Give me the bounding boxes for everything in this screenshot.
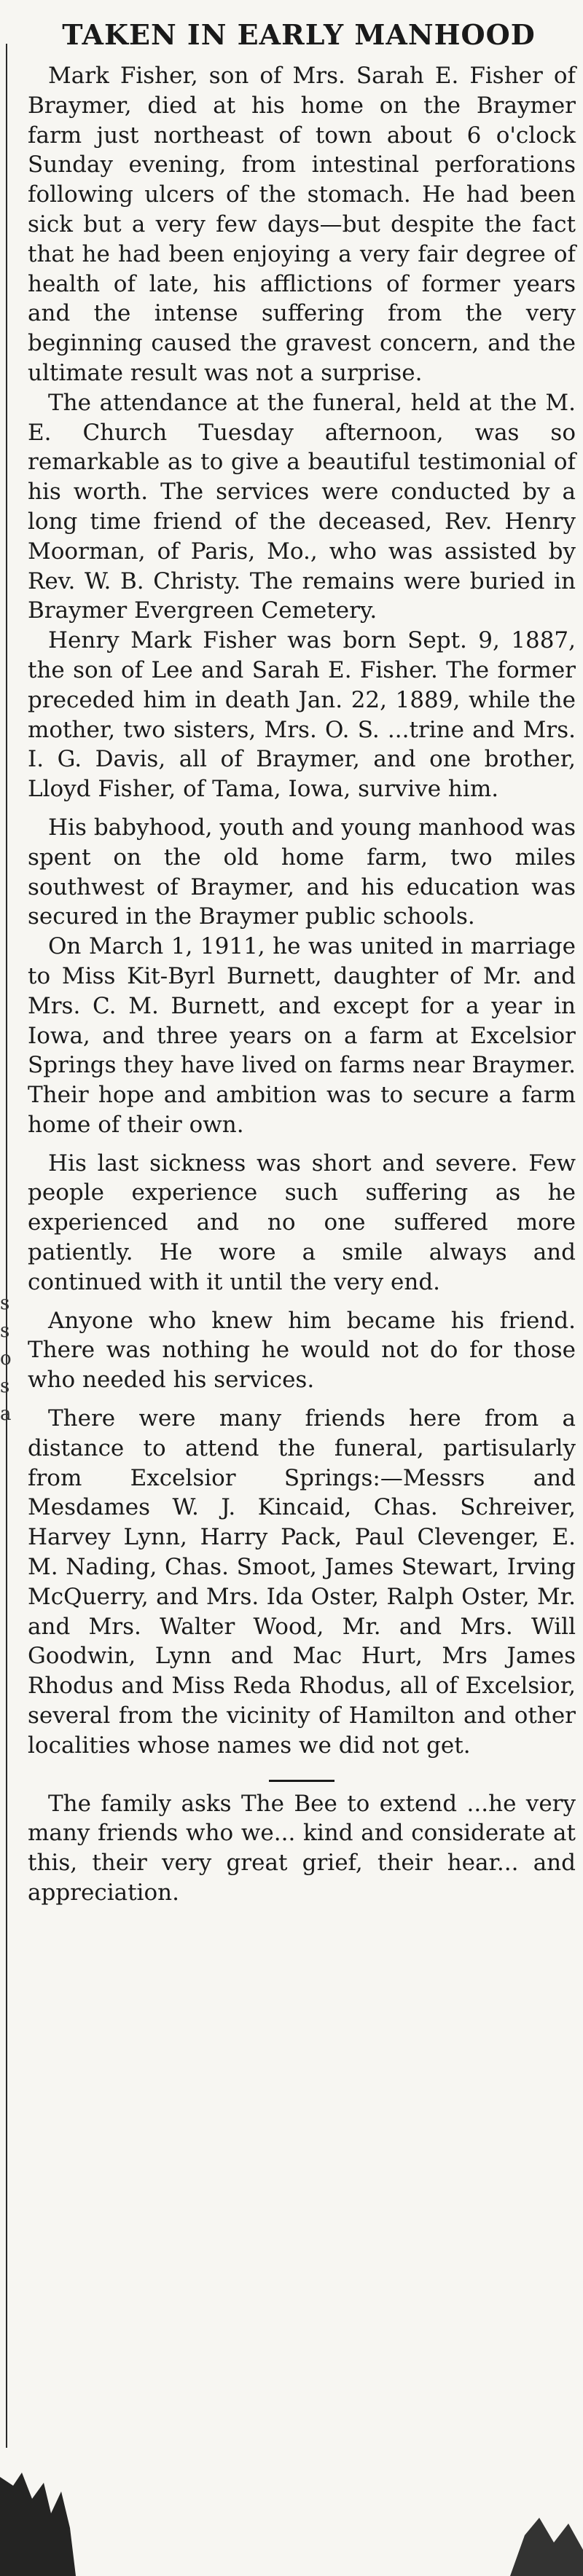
torn-paper-corner [510,2518,583,2576]
torn-paper-shadow [0,2473,76,2576]
paragraph-marriage: On March 1, 1911, he was united in marriage to Miss Kit-Byrl Burnett, daughter of Mr. and Mrs. C. M. Burnett, and except for a year in Iowa, and three years on a farm at Excelsior Springs they have lived on farms near Braymer. Their hope and ambition was to secure a farm home of their own. [28,933,576,1138]
margin-marks [0,1289,12,1428]
margin-mark: o [0,1348,12,1370]
torn-edge-decoration [0,2448,583,2576]
article-body [28,61,576,1908]
paragraph-card-of-thanks: The family asks The Bee to extend ...he very many friends who we... kind and considerate at this, their very great grief, their hear... and appreciation. [28,1790,576,1907]
margin-mark: s [0,1375,10,1397]
article-headline: TAKEN IN EARLY MANHOOD [62,18,536,51]
section-divider [269,1780,334,1782]
paragraph-family: Henry Mark Fisher was born Sept. 9, 1887, the son of Lee and Sarah E. Fisher. The former preceded him in death Jan. 22, 1889, while the mother, two sisters, Mrs. O. S. ...trine and Mrs. I. G. Davis, all of Braymer, and one brother, Lloyd Fisher, of Tama, Iowa, survive him. [28,627,576,803]
margin-mark: s [0,1320,10,1342]
paragraph-sickness: His last sickness was short and severe. Few people experience such suffering as he experienced and no one suffered more patiently. He wore a smile always and continued with it until the very end. [28,1150,576,1295]
margin-mark: a [0,1403,12,1425]
margin-mark: s [0,1292,10,1314]
paragraph-youth: His babyhood, youth and young manhood was spent on the old home farm, two miles southwest of Braymer, and his education was secured in the Braymer public schools. [28,814,576,930]
paragraph-funeral: The attendance at the funeral, held at the M. E. Church Tuesday afternoon, was so remarkable as to give a beautiful testimonial of his worth. The services were conducted by a long time friend of the deceased, Rev. Henry Moorman, of Paris, Mo., who was assisted by Rev. W. B. Christy. The remains were buried in Braymer Evergreen Cemetery. [28,389,576,624]
column-rule [6,44,7,2448]
paragraph-death-notice: Mark Fisher, son of Mrs. Sarah E. Fisher of Braymer, died at his home on the Braymer farm just northeast of town about 6 o'clock Sunday evening, from intestinal perforations following ulcers of the stomach. He had been sick but a very few days—but despite the fact that he had been enjoying a very fair degree of health of late, his afflictions of former years and the intense suffering from the very beginning caused the gravest concern, and the ultimate result was not a surprise. [28,63,576,386]
paragraph-attendees: There were many friends here from a distance to attend the funeral, partisularly from Excelsior Springs:—Messrs and Mesdames W. J. Kincaid, Chas. Schreiver, Harvey Lynn, Harry Pack, Paul Clevenger, E. M. Nading, Chas. Smoot, James Stewart, Irving McQuerry, and Mrs. Ida Oster, Ralph Oster, Mr. and Mrs. Walter Wood, Mr. and Mrs. Will Goodwin, Lynn and Mac Hurt, Mrs James Rhodus and Miss Reda Rhodus, all of Excelsior, several from the vicinity of Hamilton and other localities whose names we did not get. [28,1405,576,1759]
paragraph-friend: Anyone who knew him became his friend. There was nothing he would not do for those who needed his services. [28,1307,576,1394]
